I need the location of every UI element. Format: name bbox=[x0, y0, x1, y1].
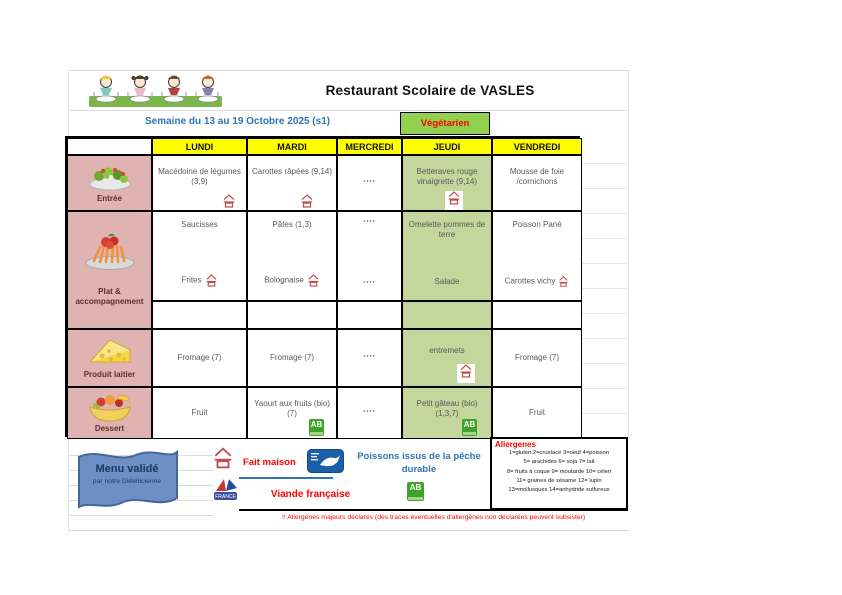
empty-cell bbox=[402, 301, 492, 329]
menu-cell-entree-mardi: Carottes râpées (9,14) bbox=[247, 155, 337, 211]
category-label: Entrée bbox=[97, 194, 122, 204]
menu-cell-plat-mardi: Pâtes (1,3) Bolognaise bbox=[247, 211, 337, 301]
menu-cell-entree-vendredi: Mousse de foie /cornichons bbox=[492, 155, 582, 211]
fait-maison-icon bbox=[558, 276, 569, 287]
viande-france-logo bbox=[212, 476, 239, 506]
menu-cell-dessert-lundi: Fruit bbox=[152, 387, 247, 439]
menu-valide-text: Menu validé bbox=[95, 463, 159, 475]
category-label: Plat & accompagnement bbox=[75, 287, 144, 306]
gridline bbox=[68, 530, 629, 531]
fait-maison-icon bbox=[205, 274, 218, 287]
day-header-mardi: MARDI bbox=[247, 138, 337, 155]
menu-cell-entree-mercredi: **** bbox=[337, 155, 402, 211]
cheese-icon bbox=[86, 336, 134, 368]
menu-cell-dessert-mardi: Yaourt aux fruits (bio) (7) AB bbox=[247, 387, 337, 439]
allergen-list: 1=gluten 2=crustacé 3=oeuf 4=poisson 5= arachides 6= soja 7= lait 8= fruits à coque 9= moutarde 10= céleri 11= graines de sésame 12= lupin 13=mollusques 14=anhydride sulfureux bbox=[506, 450, 612, 494]
menu-cell-entree-jeudi: Betteraves rouge vinaigrette (9,14) bbox=[402, 155, 492, 211]
allergen-title: Allergenes bbox=[495, 440, 536, 449]
day-header-vendredi: VENDREDI bbox=[492, 138, 582, 155]
menu-cell-dessert-jeudi: Petit gâteau (bio) (1,3,7) AB bbox=[402, 387, 492, 439]
menu-valide-ribbon bbox=[74, 446, 182, 518]
fait-maison-label: Fait maison bbox=[243, 457, 296, 468]
fruit-bowl-icon bbox=[88, 392, 132, 422]
poissons-durable-label: Poissons issus de la pêche durable bbox=[357, 451, 481, 475]
menu-cell-entree-lundi: Macédoine de légumes (3,9) bbox=[152, 155, 247, 211]
corner-cell bbox=[67, 138, 152, 155]
vegetarian-badge: Végétarien bbox=[400, 112, 490, 135]
fait-maison-icon bbox=[447, 191, 461, 205]
fait-maison-icon bbox=[222, 194, 236, 208]
page-title: Restaurant Scolaire de VASLES bbox=[325, 83, 535, 98]
fait-maison-icon bbox=[212, 447, 234, 469]
day-header-jeudi: JEUDI bbox=[402, 138, 492, 155]
category-label: Dessert bbox=[94, 424, 125, 434]
fait-maison-icon bbox=[459, 364, 473, 378]
allergen-box bbox=[490, 437, 628, 510]
category-plat bbox=[67, 211, 152, 329]
allergen-disclaimer: !! Allergènes majeurs déclarés (des traces éventuelles d'allergènes non déclarées peuvent subsister) bbox=[282, 514, 586, 521]
viande-francaise-label: Viande française bbox=[270, 489, 351, 500]
category-produit-laitier bbox=[67, 329, 152, 387]
menu-cell-laitier-lundi: Fromage (7) bbox=[152, 329, 247, 387]
day-header-mercredi: MERCREDI bbox=[337, 138, 402, 155]
category-entree bbox=[67, 155, 152, 211]
empty-cell bbox=[337, 301, 402, 329]
menu-table bbox=[65, 136, 580, 437]
divider bbox=[239, 477, 333, 479]
pasta-icon bbox=[84, 233, 136, 271]
empty-cell bbox=[492, 301, 582, 329]
menu-valide-subtext: par notre Diététicienne bbox=[92, 478, 162, 485]
menu-cell-plat-jeudi: Omelette pommes de terre Salade bbox=[402, 211, 492, 301]
week-label: Semaine du 13 au 19 Octobre 2025 (s1) bbox=[145, 116, 331, 127]
salad-icon bbox=[87, 162, 133, 192]
fait-maison-icon bbox=[307, 274, 320, 287]
svg-text:FRANCE: FRANCE bbox=[215, 494, 236, 500]
menu-cell-dessert-vendredi: Fruit bbox=[492, 387, 582, 439]
gridline-strip bbox=[580, 139, 629, 437]
menu-cell-dessert-mercredi: **** bbox=[337, 387, 402, 439]
menu-cell-plat-lundi: Saucisses Frites bbox=[152, 211, 247, 301]
ab-bio-logo: AB bbox=[407, 482, 424, 501]
menu-cell-laitier-mercredi: **** bbox=[337, 329, 402, 387]
category-label: Produit laitier bbox=[83, 370, 136, 380]
gridline bbox=[68, 70, 629, 71]
ab-bio-logo: AB bbox=[309, 419, 324, 436]
empty-cell bbox=[152, 301, 247, 329]
day-header-lundi: LUNDI bbox=[152, 138, 247, 155]
menu-cell-laitier-jeudi: entremets bbox=[402, 329, 492, 387]
msc-fish-logo bbox=[307, 449, 344, 473]
fait-maison-icon bbox=[300, 194, 314, 208]
menu-cell-laitier-mardi: Fromage (7) bbox=[247, 329, 337, 387]
ab-bio-logo: AB bbox=[462, 419, 477, 436]
menu-cell-laitier-vendredi: Fromage (7) bbox=[492, 329, 582, 387]
children-table-clipart bbox=[88, 73, 223, 116]
category-dessert bbox=[67, 387, 152, 439]
menu-cell-plat-vendredi: Poisson Pané Carottes vichy bbox=[492, 211, 582, 301]
empty-cell bbox=[247, 301, 337, 329]
menu-cell-plat-mercredi: **** **** bbox=[337, 211, 402, 301]
